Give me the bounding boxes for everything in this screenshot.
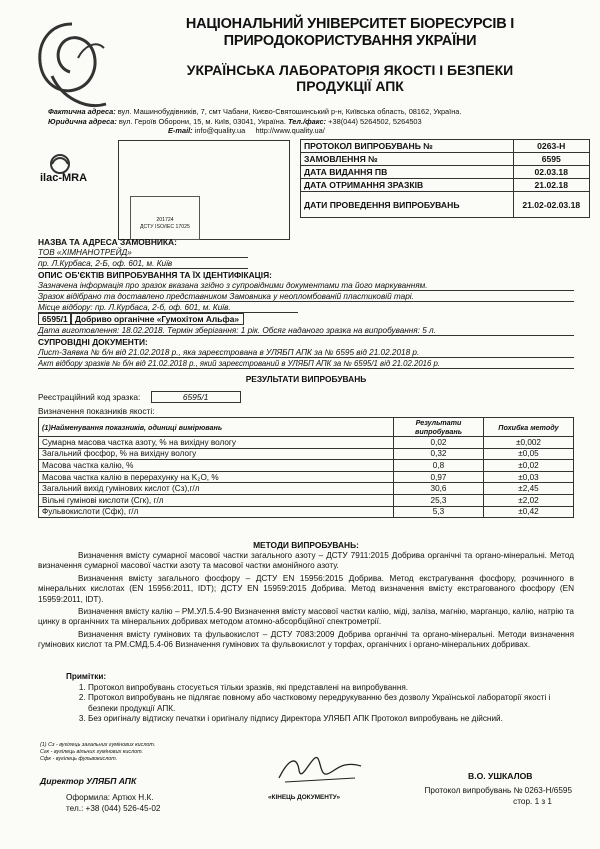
object-line-3: Місце відбору: пр. Л.Курбаса, 2-б, оф. 601, м. Київ. [38,303,298,313]
row-error: ±0,002 [484,437,574,449]
footnote-line: Сфк - вугілець фульвокислот. [40,756,118,762]
notes-block [38,672,574,725]
actual-address-label: Фактична адреса: [48,107,116,116]
director-name: В.О. УШКАЛОВ [468,771,533,781]
dstu-number: 201724 [156,217,174,223]
registration-label: Реєстраційний код зразка: [38,392,141,402]
table-row [39,460,574,472]
university-title: НАЦІОНАЛЬНИЙ УНІВЕРСИТЕТ БІОРЕСУРСІВ І ПРИРОДОКОРИСТУВАННЯ УКРАЇНИ [185,16,515,49]
object-heading: ОПИС ОБ'ЄКТІВ ВИПРОБУВАННЯ ТА ЇХ ІДЕНТИФІКАЦІЯ: [38,270,272,280]
row-error: ±0,03 [484,471,574,483]
col-error-header: Похибка методу [484,418,574,437]
object-line-2: Зразок відібрано та доставлено представником Замовника у неопломбованій пластиковій тарі. [38,292,574,302]
row-name: Фульвокислоти (Сфк), г/л [39,506,394,518]
production-info: Дата виготовлення: 18.02.2018. Термін зберігання: 1 рік. Обсяг наданого зразка на випробування: 5 л. [38,326,574,336]
customer-name: ТОВ «ХІМНАНОТРЕЙД» [38,248,248,258]
documents-line-2: Акт відбору зразків № б/н від 21.02.2018 р., який зареєстрований в УЛЯБП АПК за № 6595/1 від 21.02.2016 р. [38,359,574,369]
dstu-standard: ДСТУ ISO/IEC 17025 [140,224,190,230]
email: info@quality.ua [194,126,246,136]
row-name: Вільні гумінові кислоти (Сгк), г/л [39,494,394,506]
col-name-header: (1)Найменування показників, одиниці вимірювань [39,418,394,437]
legal-address-label: Юридична адреса: [48,116,117,126]
phone-label: Тел./факс: [287,116,327,126]
protocol-label: ДАТА ОТРИМАННЯ ЗРАЗКІВ [301,179,514,192]
customer-address: пр. Л.Курбаса, 2-Б, оф. 601, м. Київ [38,259,248,269]
documents-line-1: Лист-Заявка № б/н від 21.02.2018 р., яка зареєстрована в УЛЯБП АПК за № 6595 від 21.02.2018 р. [38,348,574,358]
row-error: ±2,02 [484,494,574,506]
customer-heading: НАЗВА ТА АДРЕСА ЗАМОВНИКА: [38,237,177,247]
table-header-row [39,418,574,437]
protocol-value: 02.03.18 [513,166,590,179]
preparer-phone: тел.: +38 (044) 526-45-02 [66,804,161,813]
indicators-label: Визначення показників якості: [38,406,155,416]
row-result: 25,3 [394,494,484,506]
sample-row [38,314,574,324]
prepared-by: Оформила: Артюх Н.К. [66,793,154,802]
table-row [39,506,574,518]
end-of-document: «КІНЕЦЬ ДОКУМЕНТУ» [268,794,341,801]
laboratory-title: УКРАЇНСЬКА ЛАБОРАТОРІЯ ЯКОСТІ І БЕЗПЕКИ ПРОДУКЦІЇ АПК [186,62,514,94]
row-error: ±2,45 [484,483,574,495]
results-table [38,417,574,518]
method-paragraph: Визначення вмісту сумарної масової частки загального азоту – ДСТУ 7911:2015 Добрива органічні та органо-мінеральні. Метод визначення сумарної масової частки азоту та масової частки амонійного азоту. [38,551,574,571]
address-block [48,107,568,136]
sample-code: 6595/1 [38,313,72,325]
signature-icon [275,748,365,788]
footnote-line: Сгк - вугілець вільних гумінових кислот. [40,749,143,755]
table-row [39,471,574,483]
email-label: E-mail: [168,126,193,136]
note-item: 1. Протокол випробувань стосується тільки зразків, які представлені на випробування. [88,683,574,694]
object-line-1: Зазначена інформація про зразок вказана згідно з супровідними документами та його маркуванням. [38,281,574,291]
table-row [39,437,574,449]
protocol-value: 6595 [513,153,590,166]
footnote-line: (1) Сз - вугілець загальних гумінових кислот. [40,742,156,748]
university-logo-icon [32,18,112,116]
methods-block [38,551,574,653]
row-result: 5,3 [394,506,484,518]
row-name: Масова частка калію, % [39,460,394,472]
sample-name: Добриво органічне «Гумохітом Альфа» [70,313,244,325]
note-item: 3. Без оригіналу відтиску печатки і оригіналу підпису Директора УЛЯБП АПК Протокол випробувань не дійсний. [88,714,574,725]
website: http://www.quality.ua/ [255,126,325,136]
registration-code: 6595/1 [151,391,241,403]
method-paragraph: Визначення вмісту гумінових та фульвокислот – ДСТУ 7083:2009 Добрива органічні та органо-мінеральні. Методи визначення гумінових кислот та РМ.СМД.5.4-06 Визначення гумінових та фульвокислот у торфах, органічних і органо-мінеральних добривах. [38,629,574,650]
results-heading: РЕЗУЛЬТАТИ ВИПРОБУВАНЬ [245,374,367,384]
protocol-value: 0263-Н [513,140,590,153]
row-name: Загальний фосфор, % на вихідну вологу [39,448,394,460]
ilac-text: ilac-MRA [40,172,88,184]
note-item: 2. Протокол випробувань не підлягає повному або частковому передрукуванню без дозволу Української лабораторії якості і безпеки продукції АПК. [88,693,574,714]
row-error: ±0,42 [484,506,574,518]
method-paragraph: Визначення вмісту загального фосфору – ДСТУ EN 15956:2015 Добрива. Метод екстрагування фосфору, розчинного в мінеральних кислотах (EN 15956:2011, IDT); ДСТУ EN 15959:2015 Добрива. Метод визначення вмісту екстрагованого фосфору (EN 15959:2011, IDT). [38,573,574,604]
table-row [301,166,590,179]
notes-heading: Примітки: [66,672,107,681]
phone: +38(044) 5264502, 5264503 [328,116,422,126]
table-row [301,192,590,218]
registration-row [38,391,574,403]
protocol-label: ПРОТОКОЛ ВИПРОБУВАНЬ № [301,140,514,153]
row-result: 0,8 [394,460,484,472]
col-result-header: Результати випробувань [394,418,484,437]
table-row [301,179,590,192]
row-name: Масова частка калію в перерахунку на K₂O, % [39,471,394,483]
table-row [39,483,574,495]
row-result: 0,97 [394,471,484,483]
documents-heading: СУПРОВІДНІ ДОКУМЕНТИ: [38,337,148,347]
protocol-label: ЗАМОВЛЕННЯ № [301,153,514,166]
row-name: Сумарна масова частка азоту, % на вихідну вологу [39,437,394,449]
methods-heading: МЕТОДИ ВИПРОБУВАНЬ: [253,540,359,550]
row-error: ±0,02 [484,460,574,472]
legal-address: вул. Героїв Оборони, 15, м. Київ, 03041, Україна. [118,116,286,126]
ilac-mra-logo [40,150,110,196]
row-error: ±0,05 [484,448,574,460]
row-result: 30,6 [394,483,484,495]
actual-address: вул. Машинобудівників, 7, смт Чабани, Києво-Святошинський р-н, Київська область, 08162, Україна. [117,107,462,116]
protocol-value: 21.02.18 [513,179,590,192]
method-paragraph: Визначення вмісту калію – РМ.УЛ.5.4-90 Визначення вмісту масової частки калію, міді, заліза, магнію, марганцю, калію, натрію та цинку в органічних та мінеральних добривах методом атомно-абсорбційної спектрометрії. [38,607,574,627]
director-label: Директор УЛЯБП АПК [40,776,137,786]
protocol-table [300,139,590,218]
protocol-label: ДАТИ ПРОВЕДЕННЯ ВИПРОБУВАНЬ [301,192,514,218]
dstu-badge [130,196,200,240]
footnotes [40,742,155,763]
row-name: Загальний вихід гумінових кислот (Сз),г/л [39,483,394,495]
table-row [39,494,574,506]
table-row [39,448,574,460]
protocol-label: ДАТА ВИДАННЯ ПВ [301,166,514,179]
table-row [301,153,590,166]
protocol-value: 21.02-02.03.18 [513,192,590,218]
row-result: 0,02 [394,437,484,449]
protocol-reference: Протокол випробувань № 0263-Н/6595 [424,786,572,795]
table-row [301,140,590,153]
row-result: 0,32 [394,448,484,460]
page-number: стор. 1 з 1 [513,797,552,806]
